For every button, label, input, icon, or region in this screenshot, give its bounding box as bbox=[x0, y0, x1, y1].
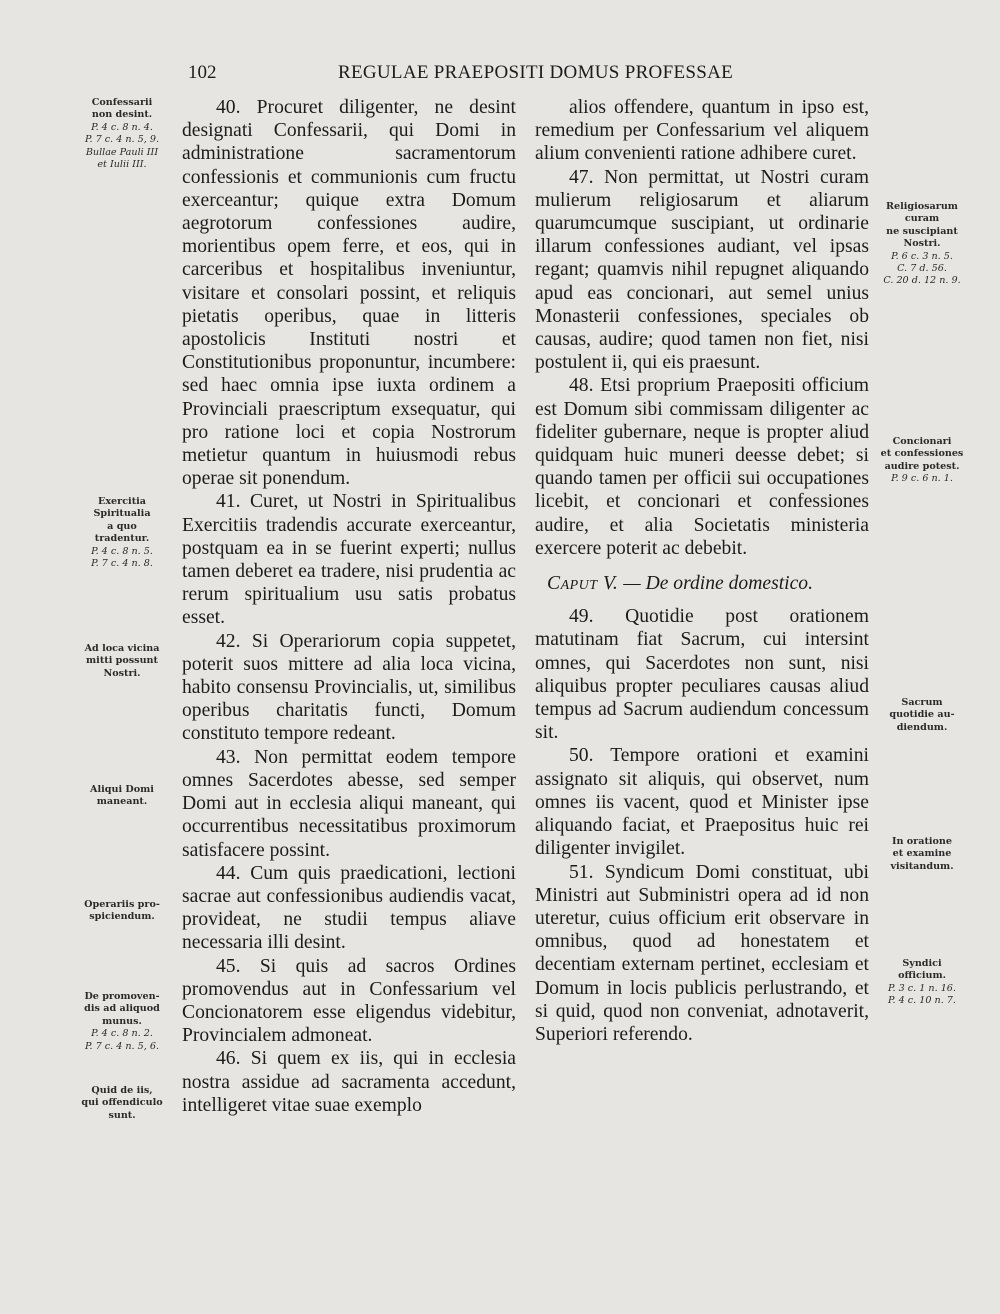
paragraph-44: 44. Cum quis praedicationi, lectioni sacrae aut confessionibus audiendis vacat, provideat, ne studii tempus aliave necessaria illi desint. bbox=[182, 862, 516, 954]
paragraph-50: 50. Tempore orationi et examini assignato sit aliquis, qui observet, num omnes iis vacent, quod et Minister ipse aliquando faciat, et Praepositus huic rei diligenter invigilet. bbox=[535, 745, 869, 860]
paragraph-43: 43. Non permittat eodem tempore omnes Sacerdotes abesse, sed semper Domi aut in ecclesia aliqui maneant, qui occurrentibus necessitatibus proximorum satisfacere possint. bbox=[182, 746, 516, 861]
margin-note: Ad loca vicina mitti possunt Nostri. bbox=[84, 643, 160, 679]
margin-note: Confessarii non desint. P. 4 c. 8 n. 4. P. 7 c. 4 n. 5, 9. Bullae Pauli III et Iulii III. bbox=[84, 97, 160, 171]
paragraph-42: 42. Si Operariorum copia suppetet, poterit suos mittere ad alia loca vicina, habito consensu Provincialis, ut, similibus operibus charitatis functi, Domum constituto tempore redeant. bbox=[182, 630, 516, 745]
paragraph-51: 51. Syndicum Domi constituat, ubi Ministri aut Subministri opera ad id non uteretur, cuius officium erit observare in omnibus, quod ad honestatem et decentiam externam pertinet, ecclesiam et Domum in locis publicis perlustrando, et si quid, quod non conveniat, adnotaverit, Superiori referendo. bbox=[535, 861, 869, 1045]
margin-note: Syndici officium. P. 3 c. 1 n. 16. P. 4 c. 10 n. 7. bbox=[888, 958, 956, 1007]
paragraph-47: 47. Non permittat, ut Nostri curam mulierum religiosarum et aliarum quarumcumque suscipiant, ut ordinarie illarum confessiones audiant, vel ipsas regant; quamvis nihil repugnet aliquando apud eas concionari, aut semel unius Monasterii confessiones, speciales ob causas, audire; quod tamen non fiet, nisi postulent ii, qui eis praesunt. bbox=[535, 166, 869, 374]
chapter-dash: — bbox=[623, 573, 641, 595]
margin-note: Aliqui Domi maneant. bbox=[90, 784, 154, 808]
paragraph-46-continued: alios offendere, quantum in ipso est, remedium per Confessarium vel aliquem alium convenienti ratione adhibere curet. bbox=[535, 97, 869, 165]
margin-note: Sacrum quotidie au- diendum. bbox=[889, 697, 955, 733]
margin-note: De promoven- dis ad aliquod munus. P. 4 c. 8 n. 2. P. 7 c. 4 n. 5, 6. bbox=[84, 991, 160, 1052]
paragraph-40: 40. Procuret diligenter, ne desint designati Confessarii, qui Domi in administratione sacramentorum confessionis et communionis cum fructu exerceantur; quique extra Domum aegrotorum confessiones audire, morientibus opem ferre, et eos, qui in carceribus et hospitalibus inveniuntur, visitare et consolari possint, et reliquis pietatis operibus, quae in litteris apostolicis Instituti nostri et Constitutionibus proponuntur, incumbere: sed haec omnia ipse iuxta ordinem a Provinciali praescriptum exsequatur, qui pro ratione loci et copia Nostrorum metietur quantum in huiusmodi rebus operae sit ponendum. bbox=[182, 97, 516, 490]
paragraph-41: 41. Curet, ut Nostri in Spiritualibus Exercitiis tradendis accurate exerceantur, postquam ea in se fuerint experti; nullus tamen deberet ea tradere, nisi prudentia ac rerum spiritualium usu satis probatus esset. bbox=[182, 491, 516, 629]
page-number: 102 bbox=[188, 62, 217, 83]
margin-note: In oratione et examine visitandum. bbox=[890, 836, 954, 872]
margin-note: Quid de iis, qui offendiculo sunt. bbox=[81, 1085, 163, 1121]
margin-note: Concionari et confessiones audire potest. P. 9 c. 6 n. 1. bbox=[880, 436, 964, 485]
chapter-title: De ordine domestico. bbox=[645, 573, 813, 595]
margin-note: Religiosarum curam ne suscipiant Nostri. P. 6 c. 3 n. 5. C. 7 d. 56. C. 20 d. 12 n. 9. bbox=[883, 201, 961, 287]
paragraph-46: 46. Si quem ex iis, qui in ecclesia nostra assidue ad sacramenta accedunt, intelligeret vitae suae exemplo bbox=[182, 1048, 516, 1116]
paragraph-45: 45. Si quis ad sacros Ordines promovendus aut in Confessarium vel Concionatorem esse eligendus videbitur, Provincialem admoneat. bbox=[182, 955, 516, 1047]
chapter-heading bbox=[547, 572, 869, 595]
paragraph-48: 48. Etsi proprium Praepositi officium est Domum sibi commissam diligenter ac fideliter gubernare, neque is propter aliud quidquam huic muneri deesse debet; si quando tamen per officii sui occupationes licebit, et concionari et confessiones audire, et alia Societatis ministeria exercere poterit ac debebit. bbox=[535, 375, 869, 559]
paragraph-49: 49. Quotidie post orationem matutinam fiat Sacrum, cui intersint omnes, qui Sacerdotes non sunt, nisi aliquibus propter peculiares causas aliud tempus ad Sacrum audiendum concessum sit. bbox=[535, 606, 869, 744]
right-text-column bbox=[535, 96, 869, 1046]
running-head: REGULAE PRAEPOSITI DOMUS PROFESSAE bbox=[338, 62, 734, 83]
chapter-label: Caput V. bbox=[547, 573, 619, 595]
left-text-column bbox=[182, 96, 516, 1117]
margin-note: Operariis pro- spiciendum. bbox=[84, 899, 160, 923]
margin-note: Exercitia Spiritualia a quo tradentur. P. 4 c. 8 n. 5. P. 7 c. 4 n. 8. bbox=[91, 496, 153, 570]
